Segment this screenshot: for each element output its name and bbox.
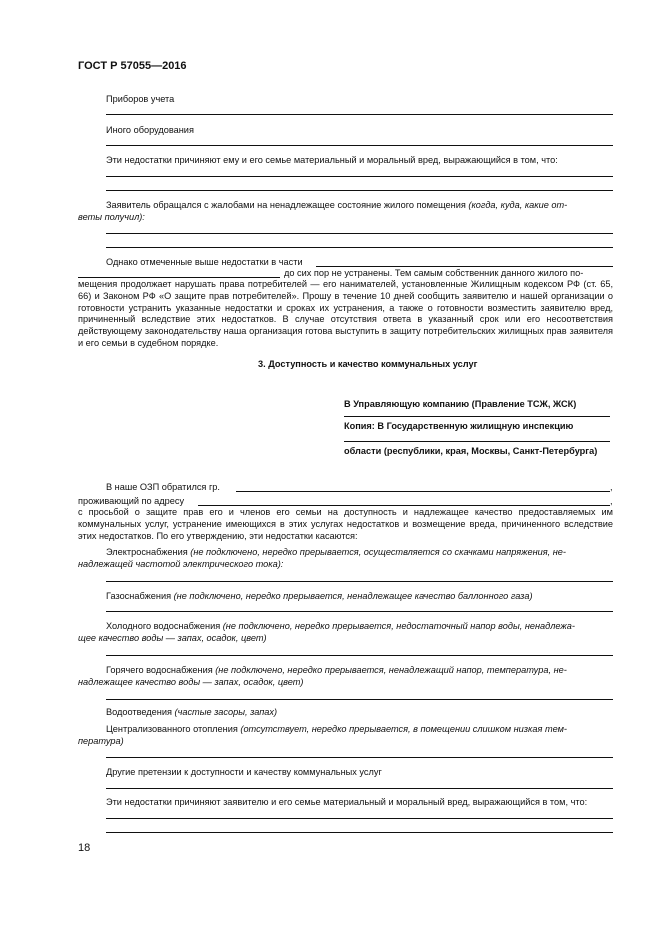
paragraph-body: мещения продолжает нарушать права потребителей — его нанимателей, установленные Жилищным кодексом РФ (ст. 65, 66) и Законом РФ «О защите прав потребителей». Прошу в течение 10 дней сообщить заявителю и нашей организации о готовности устранить указанные недостатки и сроках их устранения, а также о готовности возместить заявителю вред, причиненный вследствие этих недостатков. В случае отсутствия ответа в указанный срок или его несоответствия действующему законодательству наша организация готова выступить в защиту потребительских жилищных прав заявителя и его семьи в судебном порядке. [78,279,613,348]
fill-line [236,491,610,492]
cold-water-hint: щее качество воды — запах, осадок, цвет) [78,633,267,643]
other-equipment-label: Иного оборудования [106,125,194,135]
request-paragraph: с просьбой о защите прав его и членов его семьи на доступность и надлежащее качество предоставляемых им коммунальных услуг, устранение имеющихся в этих услугах недостатков и возмещение вреда, причиненного вследствие этих недостатков. По его утверждению, эти недостатки касаются: [78,507,613,541]
harm-label: Эти недостатки причиняют ему и его семье материальный и моральный вред, выражающийся в том, что: [106,155,558,165]
region-label: области (республики, края, Москвы, Санкт-Петербурга) [344,446,598,456]
fill-line [106,788,613,789]
fill-line [106,818,613,819]
complaints-label: Заявитель обращался с жалобами на ненадлежащее состояние жилого помещения (когда, куда, какие от- [106,200,568,210]
electricity-label: Электроснабжения (не подключено, нередко прерывается, осуществляется со скачками напряжения, не- [106,547,566,557]
fill-line [106,176,613,177]
fill-line [78,277,280,278]
copy-label: Копия: В Государственную жилищную инспекцию [344,421,574,431]
fill-line [106,757,613,758]
fill-line [344,416,610,417]
however-label: Однако отмеченные выше недостатки в части [106,257,303,267]
heating-hint: пература) [78,736,124,746]
section-title: 3. Доступность и качество коммунальных услуг [258,359,478,369]
addressed-by-label: В наше ОЗП обратился гр. [106,482,220,492]
fill-line [106,114,613,115]
cold-water-label: Холодного водоснабжения (не подключено, нередко прерывается, недостаточный напор воды, ненадлежа- [106,621,575,631]
fill-line [344,441,610,442]
gas-label: Газоснабжения (не подключено, нередко прерывается, ненадлежащее качество баллонного газа) [106,591,533,601]
to-company-label: В Управляющую компанию (Правление ТСЖ, ЖСК) [344,399,577,409]
complaints-hint: веты получил): [78,212,145,222]
paragraph-line-1: до сих пор не устранены. Тем самым собственник данного жилого по- [284,268,584,278]
page-number: 18 [78,842,91,854]
living-at-label: проживающий по адресу [78,496,185,506]
fill-line [106,247,613,248]
comma: , [610,496,613,506]
fill-line [198,505,610,506]
hot-water-hint: надлежащее качество воды — запах, осадок, цвет) [78,677,304,687]
fill-line [106,699,613,700]
hot-water-label: Горячего водоснабжения (не подключено, нередко прерывается, ненадлежащий напор, температура, не- [106,665,567,675]
other-claims-label: Другие претензии к доступности и качеству коммунальных услуг [106,767,382,777]
fill-line [106,145,613,146]
fill-line [106,190,613,191]
meters-label: Приборов учета [106,94,175,104]
harm-label-2: Эти недостатки причиняют заявителю и его семье материальный и моральный вред, выражающийся в том, что: [106,797,588,807]
comma: , [610,482,613,492]
document-header: ГОСТ Р 57055—2016 [78,60,187,72]
electricity-hint: надлежащей частотой электрического тока): [78,559,284,569]
fill-line [106,655,613,656]
fill-line [106,611,613,612]
heating-label: Централизованного отопления (отсутствует, нередко прерывается, в помещении слишком низкая тем- [106,724,567,734]
fill-line [106,581,613,582]
fill-line [106,233,613,234]
fill-line [106,832,613,833]
drainage-label: Водоотведения (частые засоры, запах) [106,707,278,717]
